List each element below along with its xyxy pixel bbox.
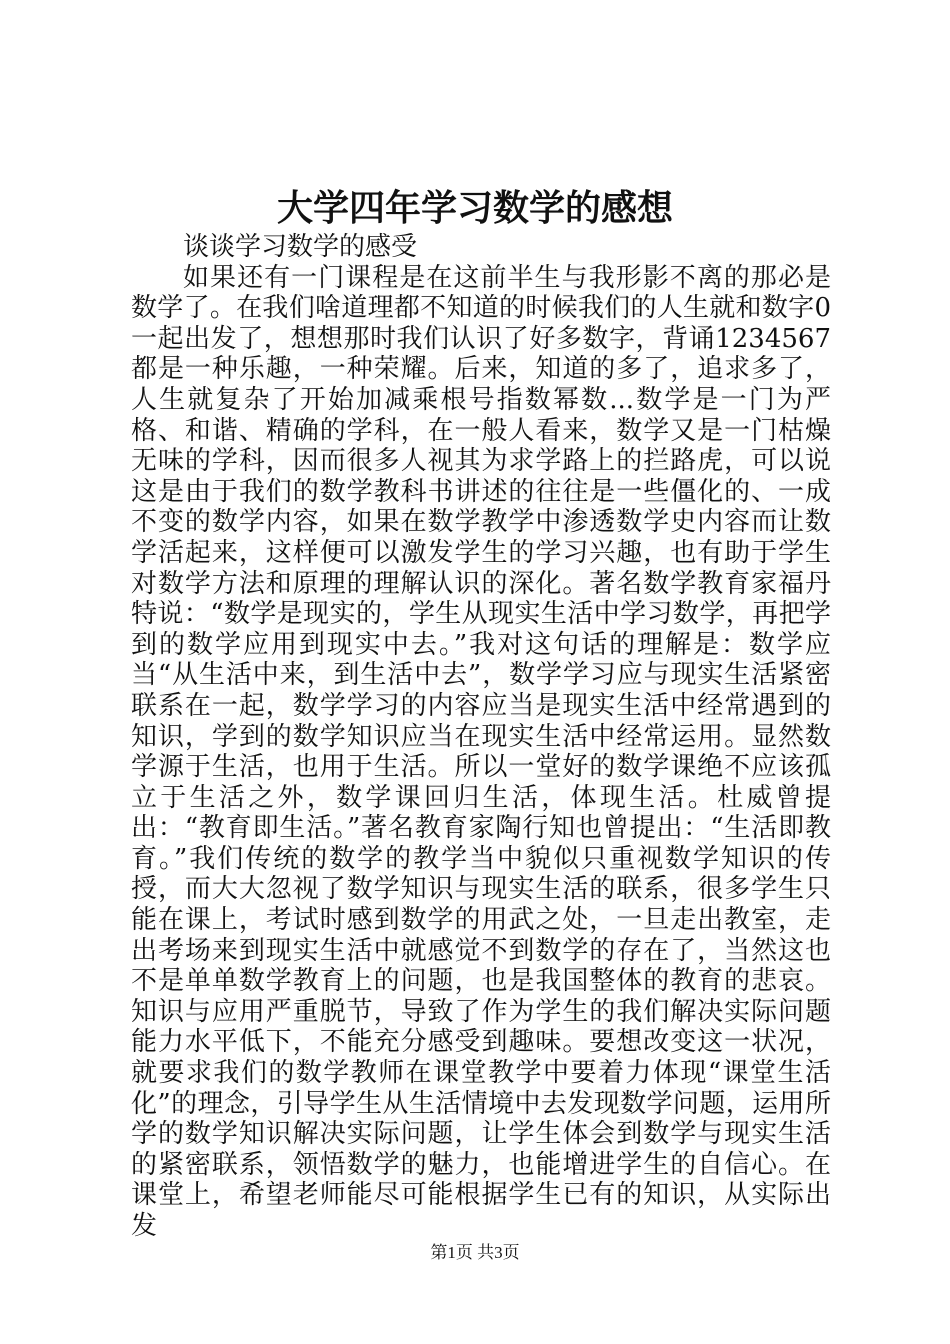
body-paragraph: 如果还有一门课程是在这前半生与我形影不离的那必是数学了。在我们啥道理都不知道的时候我们的人生就和数字0一起出发了，想想那时我们认识了好多数字，背诵1234567都是一种乐趣，一种荣耀。后来，知道的多了，追求多了，人生就复杂了开始加减乘根号指数幂数...数学是一门为严格、和谐、精确的学科，在一般人看来，数学又是一门枯燥无味的学科，因而很多人视其为求学路上的拦路虎，可以说这是由于我们的数学教科书讲述的往往是一些僵化的、一成不变的数学内容，如果在数学教学中渗透数学史内容而让数学活起来，这样便可以激发学生的学习兴趣，也有助于学生对数学方法和原理的理解认识的深化。著名数学教育家福丹特说：“数学是现实的，学生从现实生活中学习数学，再把学到的数学应用到现实中去。”我对这句话的理解是：数学应当“从生活中来，到生活中去”，数学学习应与现实生活紧密联系在一起，数学学习的内容应当是现实生活中经常遇到的知识，学到的数学知识应当在现实生活中经常运用。显然数学源于生活，也用于生活。所以一堂好的数学课绝不应该孤立于生活之外，数学课回归生活，体现生活。杜威曾提出：“教育即生活。”著名教育家陶行知也曾提出：“生活即教育。”我们传统的数学的教学当中貌似只重视数学知识的传授，而大大忽视了数学知识与现实生活的联系，很多学生只能在课上，考试时感到数学的用武之处，一旦走出教室，走出考场来到现实生活中就感觉不到数学的存在了，当然这也不是单单数学教育上的问题，也是我国整体的教育的悲哀。知识与应用严重脱节，导致了作为学生的我们解决实际问题能力水平低下，不能充分感受到趣味。要想改变这一状况，就要求我们的数学教师在课堂教学中要着力体现“课堂生活化”的理念，引导学生从生活情境中去发现数学问题，运用所学的数学知识解决实际问题，让学生体会到数学与现实生活的紧密联系，领悟数学的魅力，也能增进学生的自信心。在课堂上，希望老师能尽可能根据学生已有的知识，从实际出发 (131, 262, 831, 1241)
document-title: 大学四年学习数学的感想 (276, 187, 673, 229)
subtitle-line: 谈谈学习数学的感受 (183, 232, 418, 262)
page-number-footer: 第1页 共3页 (430, 1243, 520, 1262)
document-body (131, 232, 831, 1242)
